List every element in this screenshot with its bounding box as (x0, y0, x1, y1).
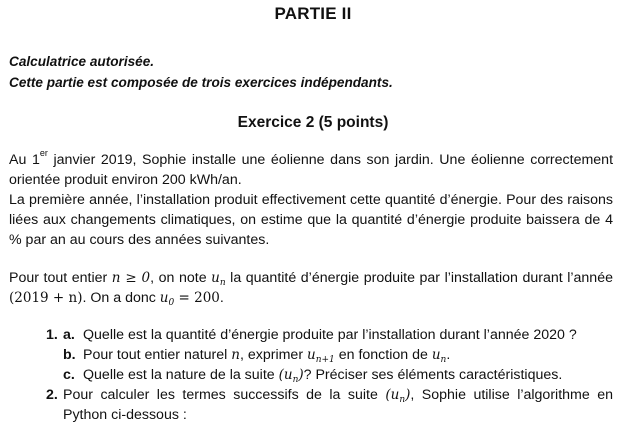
seq-def-text-2: , on note (150, 270, 212, 286)
math-u-subscript: n (292, 375, 299, 385)
math-sequence-un (279, 367, 304, 383)
question-1a-letter: a. (63, 327, 75, 343)
math-u-subscript: n+1 (315, 355, 335, 365)
paragraph-intro-rest: janvier 2019, Sophie installe une éolienne dans son jardin. Une éolienne correctement orientée produit environ 200 kWh/an. (9, 152, 614, 188)
question-1c-letter: c. (63, 367, 75, 383)
question-1b (0, 345, 626, 365)
math-u-n (432, 347, 447, 363)
paragraph-intro (9, 150, 613, 190)
question-1-number: 1. (46, 327, 58, 343)
math-equals-200: = 200 (174, 290, 220, 306)
question-1b-letter: b. (63, 347, 76, 363)
ordinal-superscript: er (39, 148, 48, 159)
q1b-text-2: , exprimer (239, 347, 307, 363)
math-paren-close: ) (405, 387, 411, 403)
q1b-text-1: Pour tout entier naturel (83, 347, 232, 363)
seq-def-text-4: . On a donc (82, 290, 160, 306)
paragraph-intro-start: Au 1 (9, 152, 40, 168)
part-title: PARTIE II (274, 4, 352, 23)
q1b-period: . (446, 347, 451, 363)
math-paren-close: ) (298, 367, 304, 383)
question-1a-text: Quelle est la quantité d’énergie produite par l’installation durant l’année 2020 ? (83, 327, 577, 343)
q2-text-2: , Sophie utilise l’algorithme en Python ci-dessous : (63, 387, 613, 423)
question-2-text (63, 385, 613, 425)
instructions-calculator: Calculatrice autorisée. (9, 54, 155, 69)
math-sequence-un (385, 387, 410, 403)
question-list (0, 325, 626, 425)
question-1b-text (83, 345, 450, 365)
q1c-text-2: ? Préciser ses éléments caractéristiques. (303, 367, 563, 383)
math-u-subscript: n (440, 355, 447, 365)
question-2-number: 2. (46, 387, 58, 403)
question-1a (0, 325, 626, 345)
math-u0-letter: u (159, 290, 169, 306)
math-paren-u: (u (385, 387, 400, 403)
question-2 (0, 385, 626, 425)
seq-def-text-1: Pour tout entier (9, 270, 112, 286)
math-u0-subscript: 0 (168, 298, 175, 308)
seq-def-text-3: la quantité d’énergie produite par l’installation durant l’année (225, 270, 613, 286)
question-1c-text (83, 365, 562, 385)
math-n: n (231, 347, 240, 363)
math-u-letter: u (307, 347, 316, 363)
q1b-text-3: en fonction de (334, 347, 432, 363)
q1c-text-1: Quelle est la nature de la suite (83, 367, 279, 383)
math-u0 (160, 290, 174, 306)
math-u-n (211, 270, 226, 286)
math-paren-u: (u (278, 367, 293, 383)
math-u-subscript: n (399, 395, 406, 405)
math-n-geq-0: n ≥ 0 (111, 270, 151, 286)
math-u-n-plus-1 (307, 347, 335, 363)
instructions-block (9, 51, 609, 93)
paragraph-sequence-definition (9, 268, 613, 308)
instructions-structure: Cette partie est composée de trois exercices indépendants. (9, 75, 393, 90)
paragraph-decrease: La première année, l’installation produit effectivement cette quantité d’énergie. Pour des raisons liées aux changements climatiques, on estime que la quantité d’énergie produite baissera de 4 % par an au cours des années suivantes. (9, 192, 613, 248)
math-u-letter: u (211, 270, 220, 286)
question-1c (0, 365, 626, 385)
seq-def-period: . (219, 290, 224, 306)
math-year-expression: (2019 + n) (9, 290, 83, 306)
math-u-subscript: n (219, 278, 226, 288)
math-u-letter: u (431, 347, 441, 363)
exercise-title: Exercice 2 (5 points) (237, 114, 389, 131)
q2-text-1: Pour calculer les termes successifs de la suite (63, 387, 386, 403)
